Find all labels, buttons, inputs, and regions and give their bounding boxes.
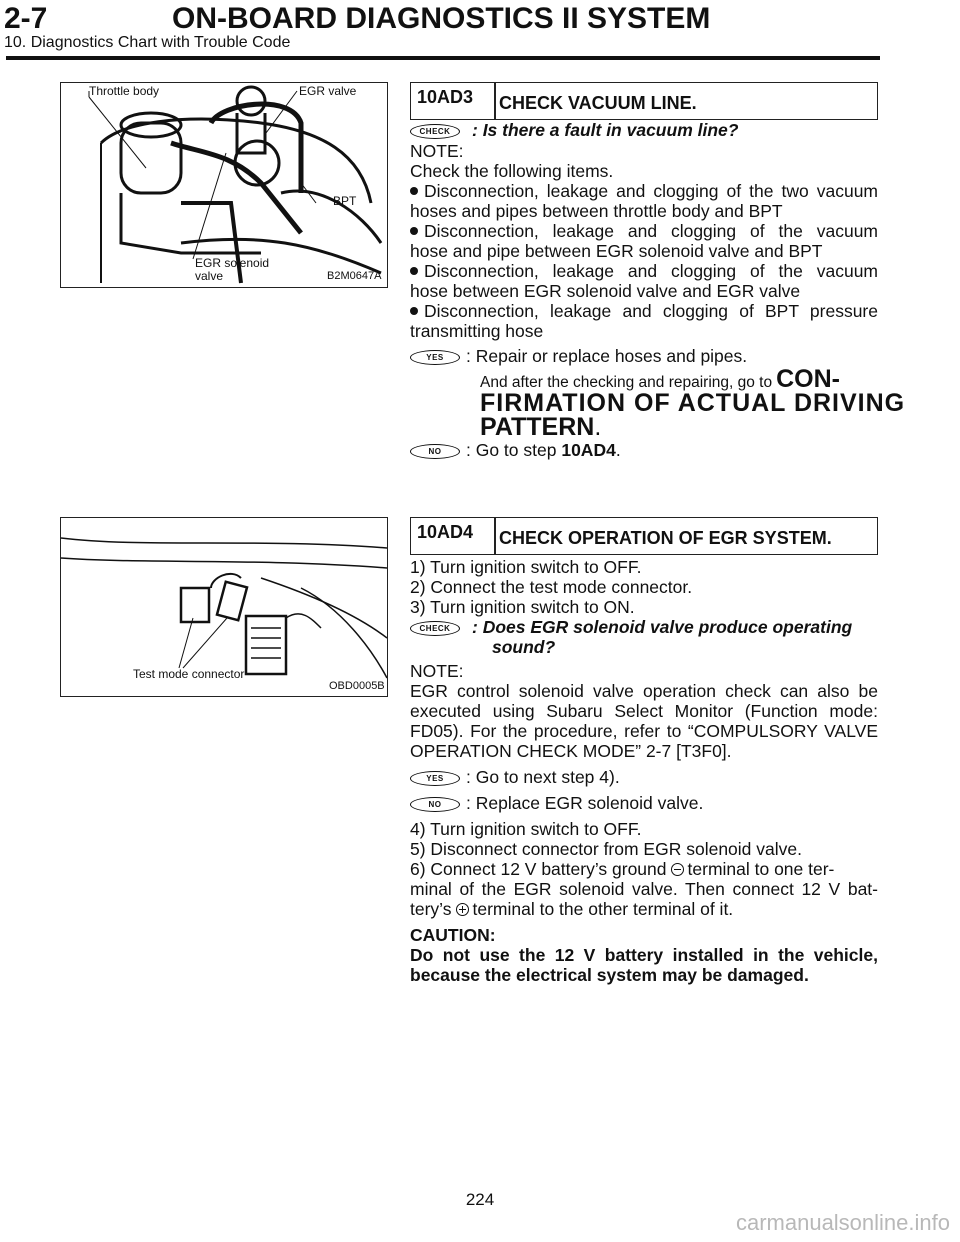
- figure-code: OBD0005B: [329, 680, 385, 692]
- step-code: 10AD3: [417, 87, 474, 107]
- step-divider: [494, 518, 496, 554]
- label-egr-solenoid-valve: valve: [195, 269, 224, 283]
- check-question: : Is there a fault in vacuum line?: [472, 120, 739, 140]
- step-header: [410, 517, 878, 555]
- procedure-step-6-line-1: 6) Connect 12 V battery’s ground terminal to one ter-: [410, 859, 835, 879]
- watermark: carmanualsonline.info: [735, 1210, 950, 1235]
- yes-action: : Go to next step 4).: [466, 767, 620, 787]
- bullet-dot: [410, 307, 418, 315]
- procedure-step-1: 1) Turn ignition switch to OFF.: [410, 557, 642, 577]
- label-bpt: BPT: [333, 194, 357, 208]
- confirmation-link-line-2[interactable]: FIRMATION OF ACTUAL DRIVING: [480, 389, 906, 417]
- bullet-3-line-2: hose between EGR solenoid valve and EGR valve: [410, 281, 801, 301]
- figure-test-mode-connector: [60, 517, 388, 697]
- step-divider: [494, 83, 496, 119]
- note-label: NOTE:: [410, 141, 464, 161]
- header-rule: [6, 56, 880, 60]
- section-title: ON-BOARD DIAGNOSTICS II SYSTEM: [172, 2, 711, 35]
- procedure-step-3: 3) Turn ignition switch to ON.: [410, 597, 635, 617]
- bullet-2-line-2: hose and pipe between EGR solenoid valve and BPT: [410, 241, 823, 261]
- step-header: [410, 82, 878, 120]
- note-line-1: EGR control solenoid valve operation check can also be: [410, 681, 878, 701]
- procedure-step-4: 4) Turn ignition switch to OFF.: [410, 819, 642, 839]
- bullet-3-line-1: Disconnection, leakage and clogging of the vacuum: [410, 261, 878, 281]
- yes-tag: YES: [410, 771, 460, 786]
- yes-action: : Repair or replace hoses and pipes.: [466, 346, 748, 366]
- confirmation-link[interactable]: CON-: [776, 365, 840, 393]
- yes-tag: YES: [410, 350, 460, 365]
- no-tag: NO: [410, 444, 460, 459]
- bullet-dot: [410, 267, 418, 275]
- yes-after: And after the checking and repairing, go to CON-: [480, 365, 840, 393]
- step-10ad3: [410, 82, 906, 482]
- step-10ad4: [410, 517, 878, 1057]
- label-egr-solenoid: EGR solenoid: [195, 256, 270, 270]
- step-title: CHECK OPERATION OF EGR SYSTEM.: [499, 528, 832, 548]
- note-intro: Check the following items.: [410, 161, 614, 181]
- bullet-1-line-2: hoses and pipes between throttle body and BPT: [410, 201, 783, 221]
- bullet-4-line-2: transmitting hose: [410, 321, 544, 341]
- procedure-step-6-line-2: minal of the EGR solenoid valve. Then connect 12 V bat-: [410, 879, 878, 899]
- procedure-step-6-line-3: tery’s terminal to the other terminal of it.: [410, 899, 734, 919]
- figure-code: B2M0647A: [327, 270, 382, 282]
- step-title: CHECK VACUUM LINE.: [499, 93, 697, 113]
- check-tag: CHECK: [410, 124, 460, 139]
- note-line-2: executed using Subaru Select Monitor (Function mode:: [410, 701, 878, 721]
- section-subtitle: 10. Diagnostics Chart with Trouble Code: [4, 34, 291, 51]
- procedure-step-5: 5) Disconnect connector from EGR solenoid valve.: [410, 839, 802, 859]
- label-test-mode-connector: Test mode connector: [133, 667, 245, 681]
- note-label: NOTE:: [410, 661, 464, 681]
- page-number: 224: [465, 1190, 495, 1209]
- bullet-4-line-1: Disconnection, leakage and clogging of BPT pressure: [410, 301, 878, 321]
- figure-egr-vacuum-line: [60, 82, 388, 288]
- confirmation-link-line-3[interactable]: PATTERN.: [480, 413, 602, 441]
- caution-line-2: because the electrical system may be damaged.: [410, 965, 809, 985]
- label-throttle-body: Throttle body: [89, 84, 160, 98]
- check-question-line-1: : Does EGR solenoid valve produce operating: [472, 617, 853, 637]
- note-line-3: FD05). For the procedure, refer to “COMPULSORY VALVE: [410, 721, 878, 741]
- no-tag: NO: [410, 797, 460, 812]
- check-tag: CHECK: [410, 621, 460, 636]
- section-number: 2-7: [4, 2, 48, 35]
- caution-line-1: Do not use the 12 V battery installed in the vehicle,: [410, 945, 878, 965]
- no-action: : Go to step 10AD4.: [466, 440, 621, 460]
- positive-terminal-symbol: [456, 903, 469, 916]
- bullet-1-line-1: Disconnection, leakage and clogging of the two vacuum: [410, 181, 878, 201]
- label-egr-valve: EGR valve: [299, 84, 357, 98]
- step-link-10ad4[interactable]: 10AD4: [561, 440, 616, 460]
- ground-terminal-symbol: [671, 863, 684, 876]
- no-action: : Replace EGR solenoid valve.: [466, 793, 704, 813]
- note-line-4: OPERATION CHECK MODE” 2-7 [T3F0].: [410, 741, 732, 761]
- bullet-dot: [410, 187, 418, 195]
- bullet-2-line-1: Disconnection, leakage and clogging of the vacuum: [410, 221, 878, 241]
- bullet-dot: [410, 227, 418, 235]
- procedure-step-2: 2) Connect the test mode connector.: [410, 577, 693, 597]
- check-question-line-2: sound?: [492, 637, 556, 657]
- step-code: 10AD4: [417, 522, 474, 542]
- caution-label: CAUTION:: [410, 925, 496, 945]
